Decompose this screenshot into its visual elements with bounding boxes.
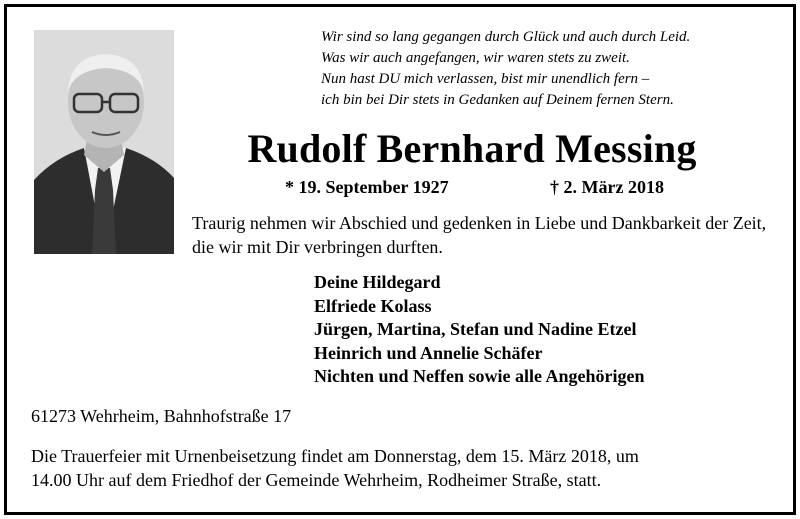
death-date: † 2. März 2018 [550,177,664,197]
mourner: Jürgen, Martina, Stefan und Nadine Etzel [314,319,637,339]
funeral-notice [31,444,781,492]
poem-line: Was wir auch angefangen, wir waren stets zu zweit. [321,50,630,66]
mourner: Elfriede Kolass [314,295,432,316]
deceased-name: Rudolf Bernhard Messing [247,126,697,171]
poem [321,27,761,111]
poem-line: Nun hast DU mich verlassen, bist mir unendlich fern – [321,71,650,87]
mourner: Deine Hildegard [314,272,441,292]
obituary-card [4,4,796,515]
funeral-line: 14.00 Uhr auf dem Friedhof der Gemeinde Wehrheim, Rodheimer Straße, statt. [31,470,602,490]
mourner: Nichten und Neffen sowie alle Angehörigen [314,366,645,386]
poem-line: Wir sind so lang gegangen durch Glück und auch durch Leid. [321,29,691,45]
mourner: Heinrich und Annelie Schäfer [314,342,543,363]
address: 61273 Wehrheim, Bahnhofstraße 17 [31,406,292,426]
funeral-line: Die Trauerfeier mit Urnenbeisetzung findet am Donnerstag, dem 15. März 2018, um [31,446,639,466]
farewell-text: Traurig nehmen wir Abschied und gedenken in Liebe und Dankbarkeit der Zeit, die wir mit Dir verbringen durften. [192,213,767,257]
mourners-list [314,271,645,389]
portrait-photo [34,30,174,254]
poem-line: ich bin bei Dir stets in Gedanken auf Deinem fernen Stern. [321,92,674,108]
birth-date: * 19. September 1927 [285,177,449,197]
